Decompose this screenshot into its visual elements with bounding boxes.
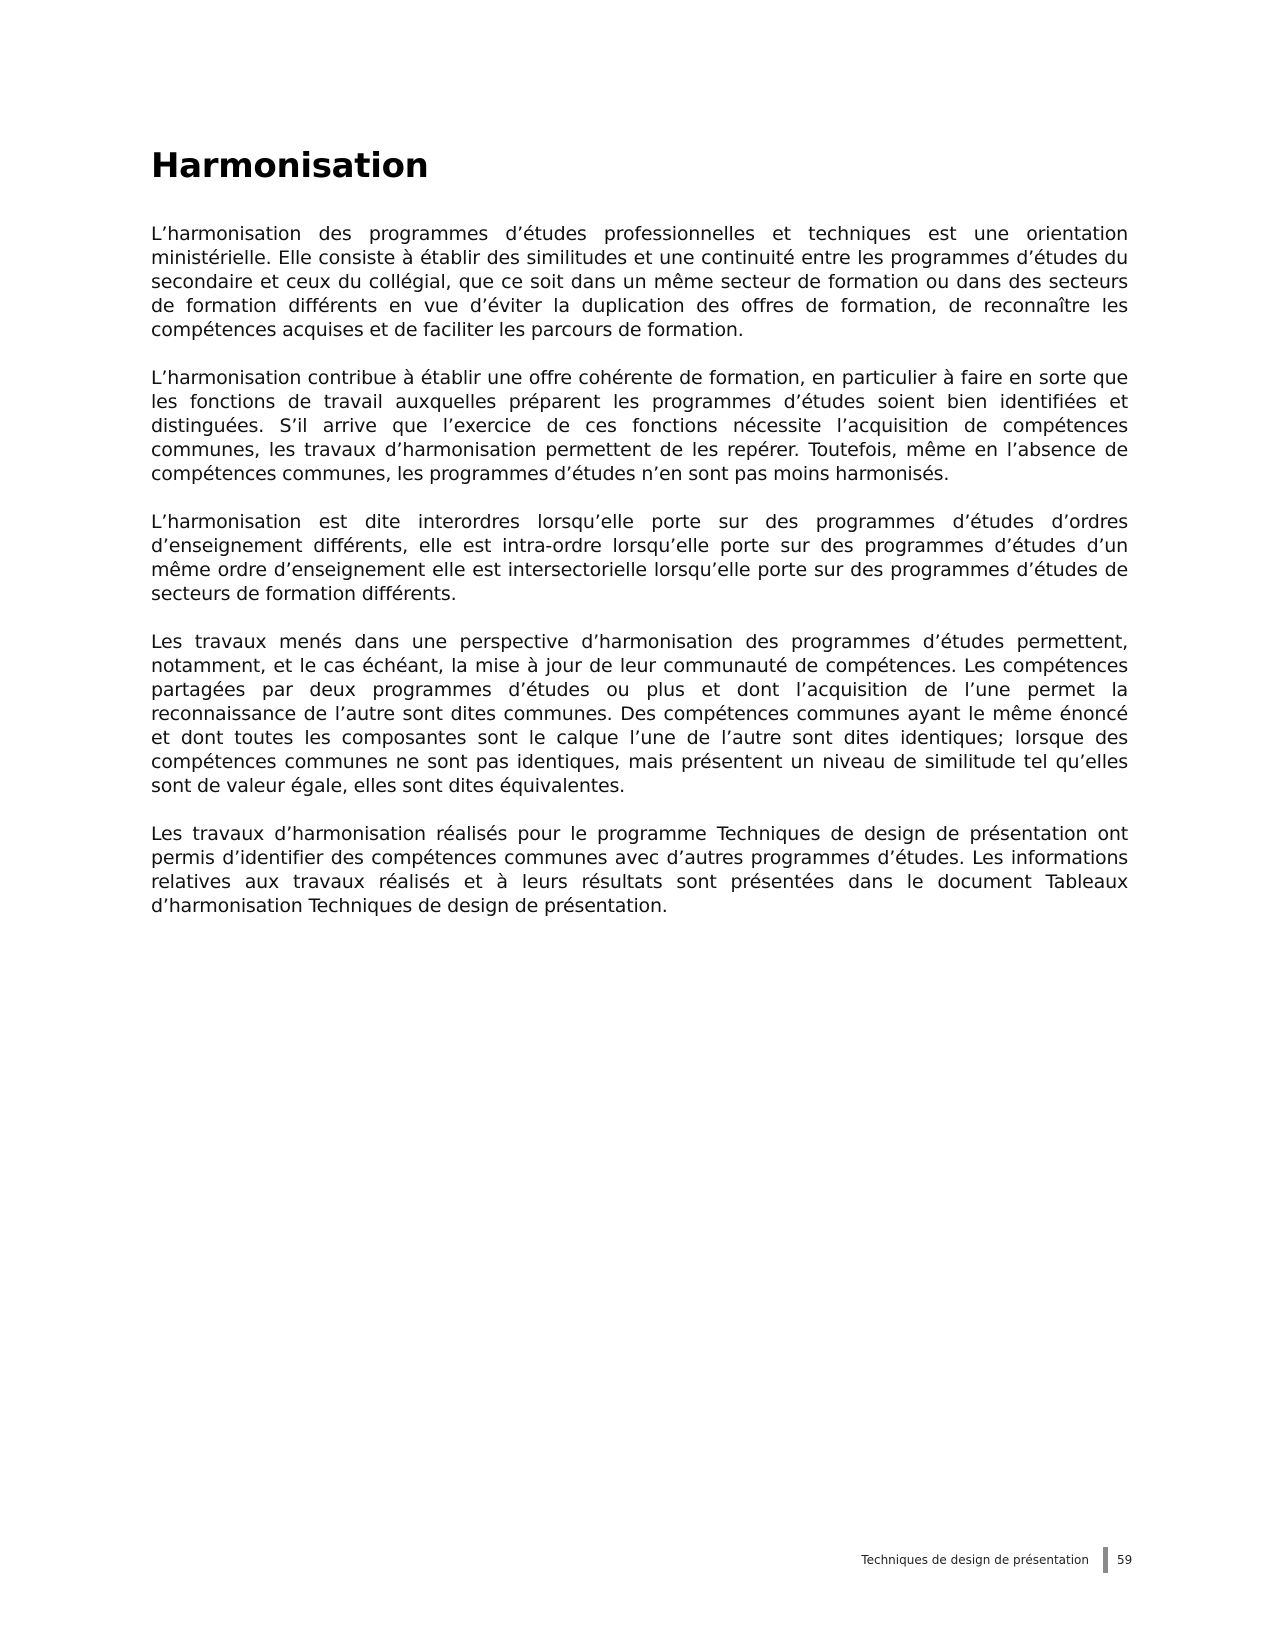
page-number: 59	[1117, 1553, 1133, 1567]
page-footer	[861, 1546, 1135, 1574]
paragraph-3: L’harmonisation est dite interordres lorsqu’elle porte sur des programmes d’études d’ordres d’enseignement différents, elle est intra-ordre lorsqu’elle porte sur des programmes d’études d’un même ordre d’enseignement elle est intersectorielle lorsqu’elle porte sur des programmes d’études de secteurs de formation différents.	[151, 511, 1128, 605]
paragraph-2: L’harmonisation contribue à établir une offre cohérente de formation, en particulier à faire en sorte que les fonctions de travail auxquelles préparent les programmes d’études soient bien identifiées et distinguées. S’il arrive que l’exercice de ces fonctions nécessite l’acquisition de compétences communes, les travaux d’harmonisation permettent de les repérer. Toutefois, même en l’absence de compétences communes, les programmes d’études n’en sont pas moins harmonisés.	[151, 367, 1128, 485]
page-title: Harmonisation	[151, 146, 429, 186]
paragraph-4: Les travaux menés dans une perspective d’harmonisation des programmes d’études permettent, notamment, et le cas échéant, la mise à jour de leur communauté de compétences. Les compétences partagées par deux programmes d’études ou plus et dont l’acquisition de l’une permet la reconnaissance de l’autre sont dites communes. Des compétences communes ayant le même énoncé et dont toutes les composantes sont le calque l’une de l’autre sont dites identiques; lorsque des compétences communes ne sont pas identiques, mais présentent un niveau de similitude tel qu’elles sont de valeur égale, elles sont dites équivalentes.	[151, 631, 1128, 797]
paragraph-1: L’harmonisation des programmes d’études professionnelles et techniques est une orientation ministérielle. Elle consiste à établir des similitudes et une continuité entre les programmes d’études du secondaire et ceux du collégial, que ce soit dans un même secteur de formation ou dans des secteurs de formation différents en vue d’éviter la duplication des offres de formation, de reconnaître les compétences acquises et de faciliter les parcours de formation.	[151, 223, 1128, 341]
paragraph-5: Les travaux d’harmonisation réalisés pour le programme Techniques de design de présentation ont permis d’identifier des compétences communes avec d’autres programmes d’études. Les informations relatives aux travaux réalisés et à leurs résultats sont présentées dans le document Tableaux d’harmonisation Techniques de design de présentation.	[151, 823, 1128, 917]
footer-document-title: Techniques de design de présentation	[861, 1553, 1089, 1567]
body-text	[151, 222, 1128, 942]
footer-divider-bar	[1103, 1547, 1108, 1573]
